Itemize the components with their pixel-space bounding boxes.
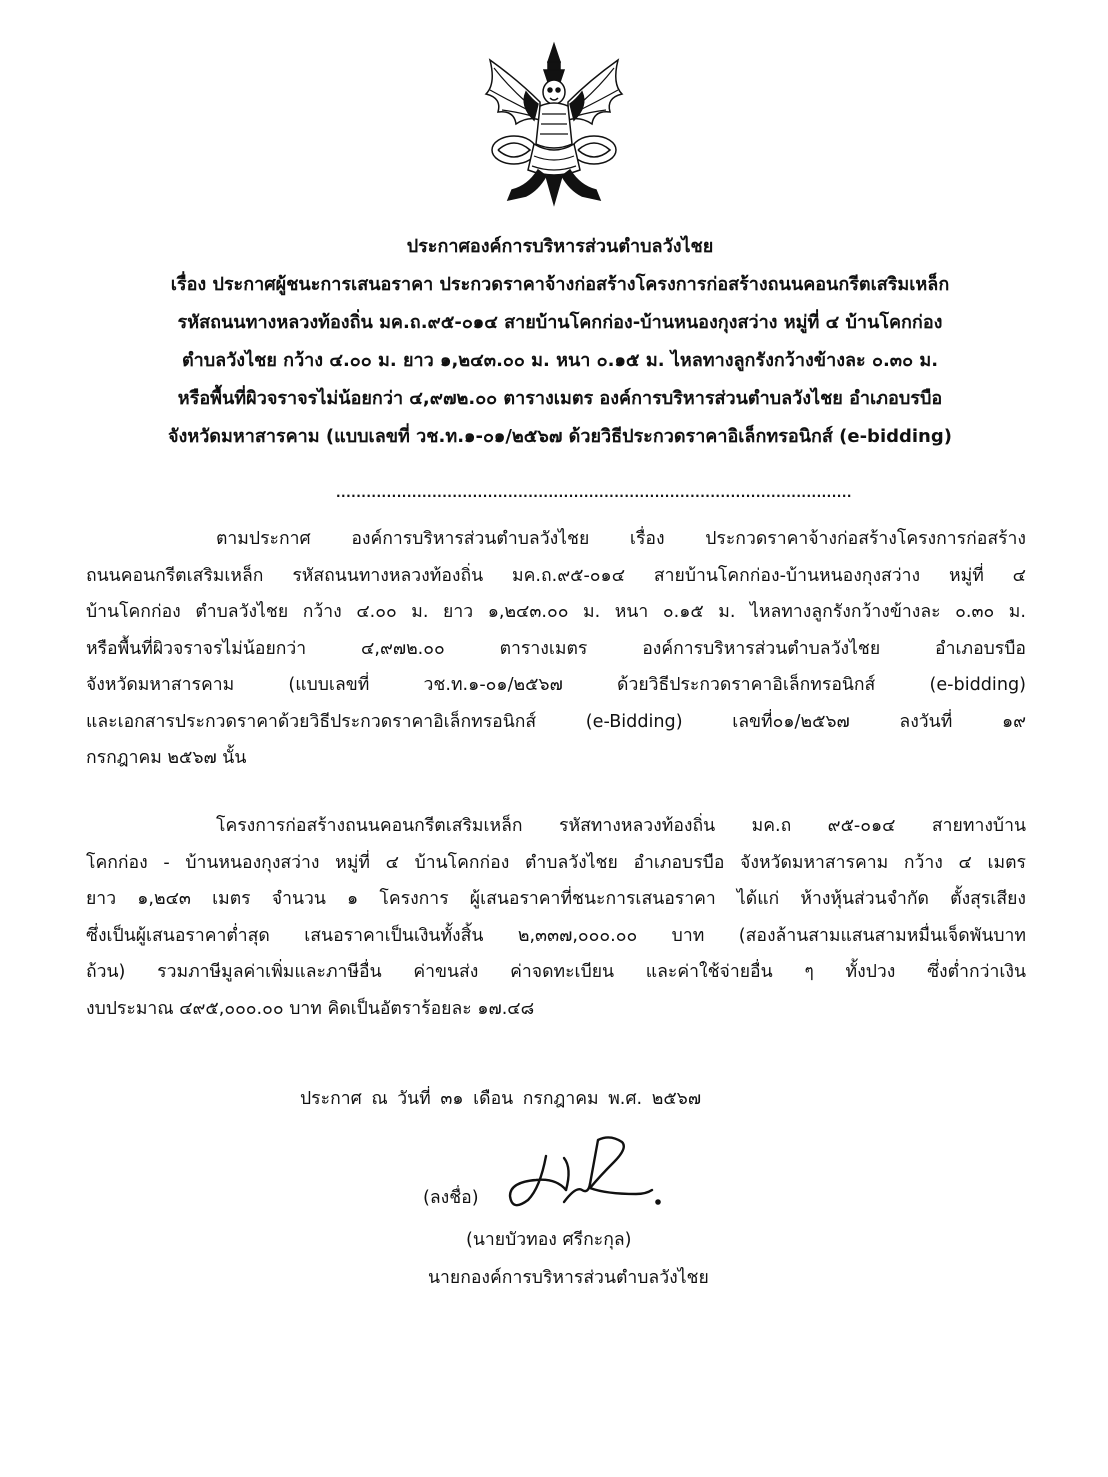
signer-title: นายกองค์การบริหารส่วนตำบลวังไชย	[428, 1268, 709, 1288]
announcement-header	[60, 228, 1060, 456]
paragraph-line: กรกฎาคม ๒๕๖๗ นั้น	[86, 748, 247, 768]
body-paragraph-winner	[86, 808, 1026, 1027]
paragraph-line: หรือพื้นที่ผิวจราจรไม่น้อยกว่า ๔,๙๗๒.๐๐ ตารางเมตร องค์การบริหารส่วนตำบลวังไชย อำเภอบรบือ	[86, 638, 1026, 659]
body-paragraph-reference	[86, 521, 1026, 777]
sign-label: (ลงชื่อ)	[423, 1188, 479, 1208]
subject-line: หรือพื้นที่ผิวจราจรไม่น้อยกว่า ๔,๙๗๒.๐๐ ตารางเมตร องค์การบริหารส่วนตำบลวังไชย อำเภอบรบือ	[177, 388, 943, 409]
garuda-emblem-icon	[468, 40, 640, 212]
subject-line: รหัสถนนทางหลวงท้องถิ่น มค.ถ.๙๕-๐๑๔ สายบ้านโคกก่อง-บ้านหนองกุงสว่าง หมู่ที่ ๔ บ้านโคกก่อง	[177, 312, 943, 333]
paragraph-line: บ้านโคกก่อง ตำบลวังไชย กว้าง ๔.๐๐ ม. ยาว ๑,๒๔๓.๐๐ ม. หนา ๐.๑๕ ม. ไหลทางลูกรังกว้างข้างละ ๐.๓๐ ม.	[86, 602, 1026, 622]
paragraph-line: โคกก่อง - บ้านหนองกุงสว่าง หมู่ที่ ๔ บ้านโคกก่อง ตำบลวังไชย อำเภอบรบือ จังหวัดมหาสารคาม กว้าง ๔ เมตร	[86, 852, 1026, 873]
paragraph-line: ซึ่งเป็นผู้เสนอราคาต่ำสุด เสนอราคาเป็นเงินทั้งสิ้น ๒,๓๓๗,๐๐๐.๐๐ บาท (สองล้านสามแสนสามหมื่นเจ็ดพันบาท	[86, 925, 1026, 946]
paragraph-line: งบประมาณ ๔๙๕,๐๐๐.๐๐ บาท คิดเป็นอัตราร้อยละ ๑๗.๔๘	[86, 998, 535, 1019]
paragraph-line: ถ้วน) รวมภาษีมูลค่าเพิ่มและภาษีอื่น ค่าขนส่ง ค่าจดทะเบียน และค่าใช้จ่ายอื่น ๆ ทั้งปวง ซึ่งต่ำกว่าเงิน	[86, 962, 1026, 982]
paragraph-line: ถนนคอนกรีตเสริมเหล็ก รหัสถนนทางหลวงท้องถิ่น มค.ถ.๙๕-๐๑๔ สายบ้านโคกก่อง-บ้านหนองกุงสว่าง หมู่ที่ ๔	[86, 565, 1026, 586]
paragraph-line: ยาว ๑,๒๔๓ เมตร จำนวน ๑ โครงการ ผู้เสนอราคาที่ชนะการเสนอราคา ได้แก่ ห้างหุ้นส่วนจำกัด ตั้งสุรเสียง	[86, 889, 1026, 909]
announcement-title: ประกาศองค์การบริหารส่วนตำบลวังไชย	[406, 236, 714, 257]
paragraph-line: และเอกสารประกวดราคาด้วยวิธีประกวดราคาอิเล็กทรอนิกส์ (e-Bidding) เลขที่๐๑/๒๕๖๗ ลงวันที่ ๑๙	[86, 711, 1026, 732]
paragraph-line: ตามประกาศ องค์การบริหารส่วนตำบลวังไชย เรื่อง ประกวดราคาจ้างก่อสร้างโครงการก่อสร้าง	[216, 529, 1026, 549]
subject-line: ตำบลวังไชย กว้าง ๔.๐๐ ม. ยาว ๑,๒๔๓.๐๐ ม. หนา ๐.๑๕ ม. ไหลทางลูกรังกว้างข้างละ ๐.๓๐ ม.	[181, 350, 939, 371]
subject-line: จังหวัดมหาสารคาม (แบบเลขที่ วช.ท.๑-๐๑/๒๕๖๗ ด้วยวิธีประกวดราคาอิเล็กทรอนิกส์ (e-bidding)	[168, 426, 952, 447]
separator-dots: ......................................................................................................	[336, 486, 852, 500]
signature-icon	[506, 1128, 666, 1228]
signer-name: (นายบัวทอง ศรีกะกุล)	[466, 1230, 632, 1250]
paragraph-line: จังหวัดมหาสารคาม (แบบเลขที่ วช.ท.๑-๐๑/๒๕๖๗ ด้วยวิธีประกวดราคาอิเล็กทรอนิกส์ (e-bidding)	[86, 675, 1026, 695]
announcement-date: ประกาศ ณ วันที่ ๓๑ เดือน กรกฎาคม พ.ศ. ๒๕๖๗	[300, 1089, 702, 1109]
subject-line: เรื่อง ประกาศผู้ชนะการเสนอราคา ประกวดราคาจ้างก่อสร้างโครงการก่อสร้างถนนคอนกรีตเสริมเหล็ก	[170, 274, 950, 295]
paragraph-line: โครงการก่อสร้างถนนคอนกรีตเสริมเหล็ก รหัสทางหลวงท้องถิ่น มค.ถ ๙๕-๐๑๔ สายทางบ้าน	[216, 816, 1026, 836]
